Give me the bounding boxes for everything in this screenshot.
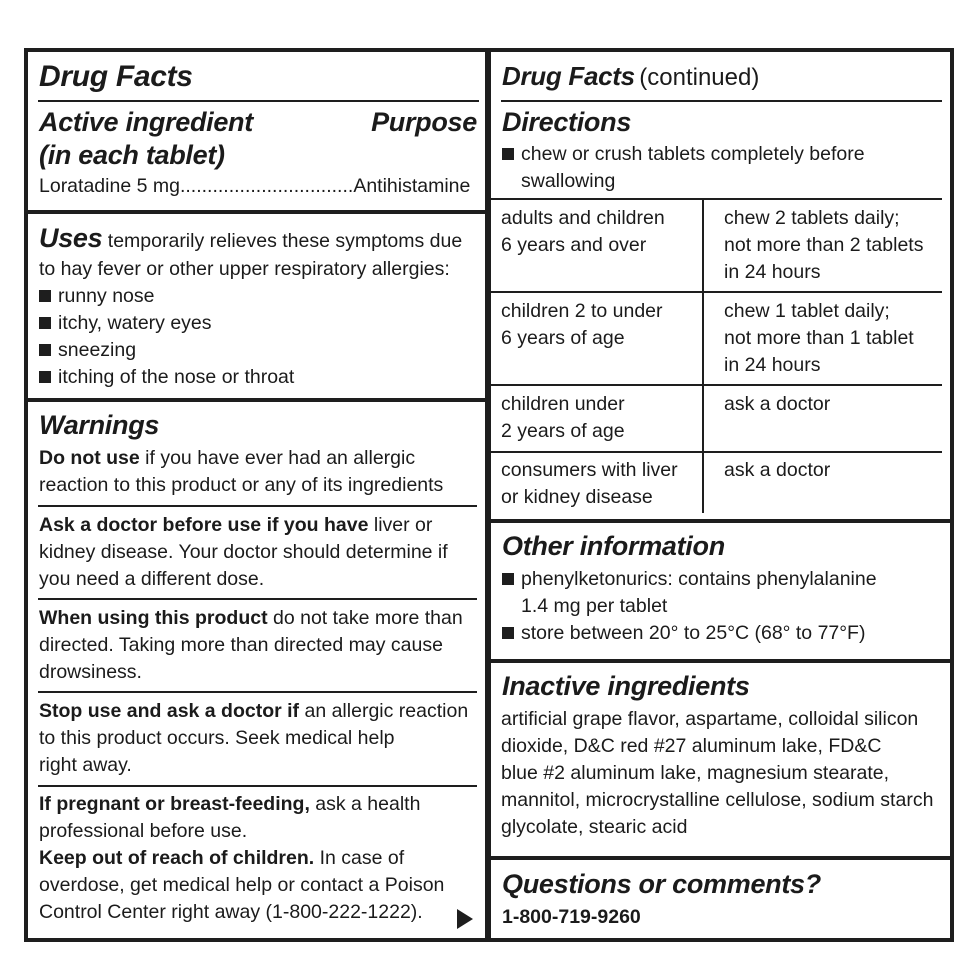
inactive-ingredients-heading: Inactive ingredients [502,671,750,701]
directions-heading: Directions [502,107,632,137]
continued-title-bold: Drug Facts [502,61,635,91]
active-ingredient-subheading: (in each tablet) [39,140,225,170]
other-info-bullet-1: phenylketonurics: contains phenylalanine [502,566,877,593]
divider [38,598,477,600]
bullet-icon [39,344,51,356]
inactive-line: blue #2 aluminum lake, magnesium stearate, [501,762,890,784]
divider [38,691,477,693]
inactive-line: mannitol, microcrystalline cellulose, sodium starch [501,789,934,811]
do-not-use-line-1: Do not use if you have ever had an allergic [39,447,416,469]
directions-bullet-line-2: swallowing [521,170,616,192]
ingredient-purpose: Antihistamine [353,175,471,197]
continued-title-rest: (continued) [639,64,760,91]
uses-intro [39,225,462,255]
do-not-use-line-2: reaction to this product or any of its ingredients [39,474,444,496]
warnings-heading: Warnings [39,410,160,440]
drug-facts-left-panel [24,48,489,942]
uses-intro-2: to hay fever or other upper respiratory allergies: [39,258,450,280]
table-cell-dose: chew 1 tablet daily; not more than 1 tablet in 24 hours [724,300,914,376]
pregnant-line-1: If pregnant or breast-feeding, ask a health [39,793,421,815]
other-info-bullet-2: store between 20° to 25°C (68° to 77°F) [502,620,865,647]
table-divider [491,291,942,293]
directions-bullet-line-1: chew or crush tablets completely before [502,141,865,168]
table-cell-who: adults and children 6 years and over [501,207,665,256]
section-divider [491,659,950,663]
section-divider [28,398,485,402]
table-cell-who: consumers with liver or kidney disease [501,459,678,508]
ask-doctor-line-1: Ask a doctor before use if you have liver or [39,514,433,536]
purpose-heading: Purpose [371,107,477,137]
bullet-icon [39,317,51,329]
bullet-icon [502,573,514,585]
continued-title [502,61,759,92]
pregnant-line-2: professional before use. [39,820,248,842]
bullet-icon [502,148,514,160]
continue-arrow-icon [455,907,475,931]
section-divider [491,519,950,523]
active-ingredient-line [39,173,470,200]
table-cell-dose: chew 2 tablets daily; not more than 2 tablets in 24 hours [724,207,924,283]
divider [38,100,479,102]
divider [38,785,477,787]
section-divider [491,856,950,860]
bullet-icon [39,290,51,302]
when-using-line-1: When using this product do not take more than [39,607,463,629]
divider [501,100,942,102]
uses-list-item: runny nose [39,283,154,310]
keep-out-line-2: overdose, get medical help or contact a Poison [39,874,445,896]
table-cell-who: children 2 to under 6 years of age [501,300,663,349]
keep-out-line-1: Keep out of reach of children. In case of [39,847,405,869]
uses-intro-1: temporarily relieves these symptoms due [107,230,463,252]
other-information-heading: Other information [502,531,725,561]
when-using-line-3: drowsiness. [39,661,142,683]
uses-list-item: sneezing [39,337,136,364]
keep-out-line-3: Control Center right away (1-800-222-1222). [39,901,423,923]
stop-use-line-3: right away. [39,754,132,776]
uses-heading: Uses [39,223,103,253]
section-divider [28,210,485,214]
uses-list-item: itching of the nose or throat [39,364,294,391]
table-divider [491,198,942,200]
when-using-line-2: directed. Taking more than directed may cause [39,634,443,656]
table-cell-dose: ask a doctor [724,393,831,415]
ask-doctor-line-2: kidney disease. Your doctor should determine if [39,541,448,563]
ingredient-name: Loratadine 5 mg [39,175,180,197]
table-cell-who: children under 2 years of age [501,393,625,442]
divider [38,505,477,507]
inactive-line: dioxide, D&C red #27 aluminum lake, FD&C [501,735,882,757]
dot-leader: ................................ [179,175,354,197]
table-divider [491,384,942,386]
inactive-line: artificial grape flavor, aspartame, colloidal silicon [501,708,919,730]
drug-facts-title: Drug Facts [39,60,193,93]
inactive-line: glycolate, stearic acid [501,816,688,838]
table-cell-dose: ask a doctor [724,459,831,481]
stop-use-line-2: to this product occurs. Seek medical help [39,727,395,749]
stop-use-line-1: Stop use and ask a doctor if an allergic reaction [39,700,469,722]
questions-phone: 1-800-719-9260 [502,906,641,928]
uses-list-item: itchy, watery eyes [39,310,212,337]
bullet-icon [39,371,51,383]
table-column-divider [702,198,704,513]
questions-heading: Questions or comments? [502,869,821,899]
drug-facts-right-panel [487,48,954,942]
active-ingredient-heading: Active ingredient [39,107,253,137]
ask-doctor-line-3: you need a different dose. [39,568,265,590]
bullet-icon [502,627,514,639]
other-info-bullet-1-cont: 1.4 mg per tablet [521,595,668,617]
table-divider [491,451,942,453]
